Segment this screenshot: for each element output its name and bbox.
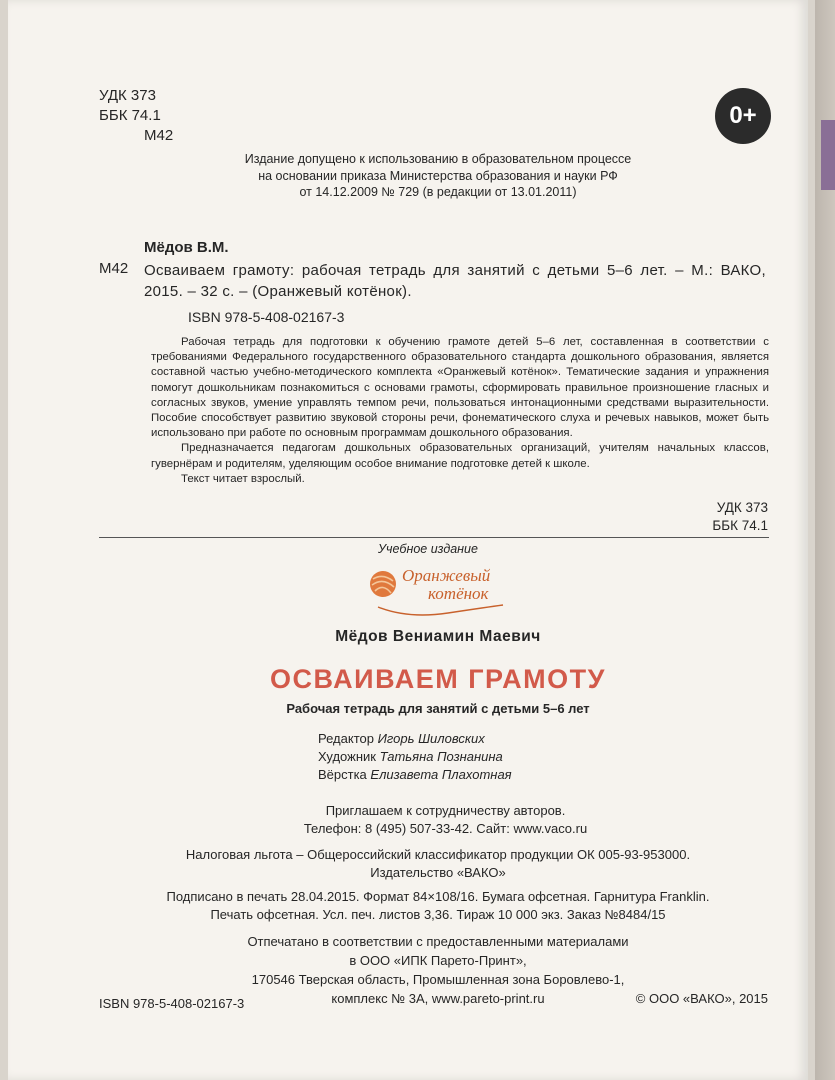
age-rating-badge: 0+: [715, 88, 771, 144]
yarn-ball-icon: [368, 569, 398, 599]
author-code: М42: [144, 127, 174, 144]
series-logo: [368, 563, 508, 619]
credit-editor: [318, 730, 512, 748]
book-page: [8, 0, 808, 1080]
credit-layout: [318, 766, 512, 784]
isbn-bottom: ISBN 978-5-408-02167-3: [99, 996, 245, 1011]
annotation-paragraph: Предназначается педагогам дошкольных образовательных организаций, учителям начальных классов, гувернёрам и родителям, уделяющим особое внимание подготовке детей к школе.: [151, 442, 769, 470]
side-code: М42: [99, 260, 129, 277]
edition-type: Учебное издание: [378, 542, 478, 556]
printer-line: комплекс № 3А, www.pareto-print.ru: [331, 991, 545, 1006]
printer-line: Отпечатано в соответствии с предоставленными материалами: [247, 934, 629, 949]
cover-edge-tab: [821, 120, 835, 190]
credit-artist: [318, 748, 512, 766]
approval-line: на основании приказа Министерства образования и науки РФ: [258, 168, 618, 183]
credit-role: Вёрстка: [318, 767, 367, 782]
yarn-thread-icon: [368, 601, 508, 621]
book-title: ОСВАИВАЕМ ГРАМОТУ: [270, 664, 606, 694]
annotation-paragraph: Рабочая тетрадь для подготовки к обучению грамоте детей 5–6 лет, составленная в соответствии с требованиями Федерального государственного образовательного стандарта дошкольного образования, является составной частью учебно-методического комплекта «Оранжевый котёнок». Тематические задания и упражнения помогут дошкольникам познакомиться с основами грамоты, сформировать правильное произношение гласных и согласных звуков, умение управлять темпом речи, пользоваться интонационными средствами выразительности. Пособие способствует развитию звуковой стороны речи, фонематического слуха и речевых навыков, может быть использовано при работе по основным программам дошкольного образования.: [151, 336, 769, 440]
print-spec-line: Печать офсетная. Усл. печ. листов 3,36. Тираж 10 000 экз. Заказ №8484/15: [210, 907, 666, 922]
full-author-name: Мёдов Вениамин Маевич: [335, 628, 541, 645]
tax-info: [108, 846, 768, 882]
logo-line2: котёнок: [428, 584, 489, 603]
approval-line: Издание допущено к использованию в образовательном процессе: [244, 152, 632, 166]
contact-line: Телефон: 8 (495) 507-33-42. Сайт: www.vaco.ru: [303, 821, 588, 836]
approval-notice: [158, 151, 718, 201]
udk-label: УДК 373: [99, 87, 156, 104]
author-short: Мёдов В.М.: [144, 239, 229, 256]
credits: [318, 730, 512, 784]
contact-info: [208, 802, 683, 838]
classification-right: [668, 499, 768, 535]
divider: [99, 537, 769, 538]
bbk-right: ББК 74.1: [712, 518, 768, 533]
credit-name: Елизавета Плахотная: [370, 767, 512, 782]
book-subtitle: Рабочая тетрадь для занятий с детьми 5–6 лет: [286, 701, 590, 716]
annotation-paragraph: Текст читает взрослый.: [181, 472, 305, 485]
printer-line: 170546 Тверская область, Промышленная зона Боровлево-1,: [251, 972, 625, 987]
tax-line: Налоговая льгота – Общероссийский классификатор продукции ОК 005-93-953000.: [185, 847, 691, 862]
isbn-top: ISBN 978-5-408-02167-3: [188, 309, 345, 325]
contact-line: Приглашаем к сотрудничеству авторов.: [325, 803, 566, 818]
copyright: © ООО «ВАКО», 2015: [635, 991, 768, 1006]
credit-name: Татьяна Познанина: [379, 749, 503, 764]
logo-line1: Оранжевый: [402, 566, 491, 585]
printer-line: в ООО «ИПК Парето-Принт»,: [349, 953, 527, 968]
print-specs: [108, 888, 768, 924]
approval-line: от 14.12.2009 № 729 (в редакции от 13.01.2011): [299, 185, 577, 199]
credit-role: Художник: [318, 749, 376, 764]
credit-role: Редактор: [318, 731, 374, 746]
publisher-line: Издательство «ВАКО»: [370, 865, 506, 880]
udk-right: УДК 373: [716, 500, 768, 515]
credit-name: Игорь Шиловских: [377, 731, 485, 746]
annotation: [151, 335, 769, 487]
print-spec-line: Подписано в печать 28.04.2015. Формат 84×108/16. Бумага офсетная. Гарнитура Franklin.: [166, 889, 710, 904]
bibliographic-record: Осваиваем грамоту: рабочая тетрадь для занятий с детьми 5–6 лет. – М.: ВАКО, 2015. – 32 с. – (Оранжевый котёнок).: [144, 262, 766, 300]
bbk-label: ББК 74.1: [99, 107, 161, 124]
